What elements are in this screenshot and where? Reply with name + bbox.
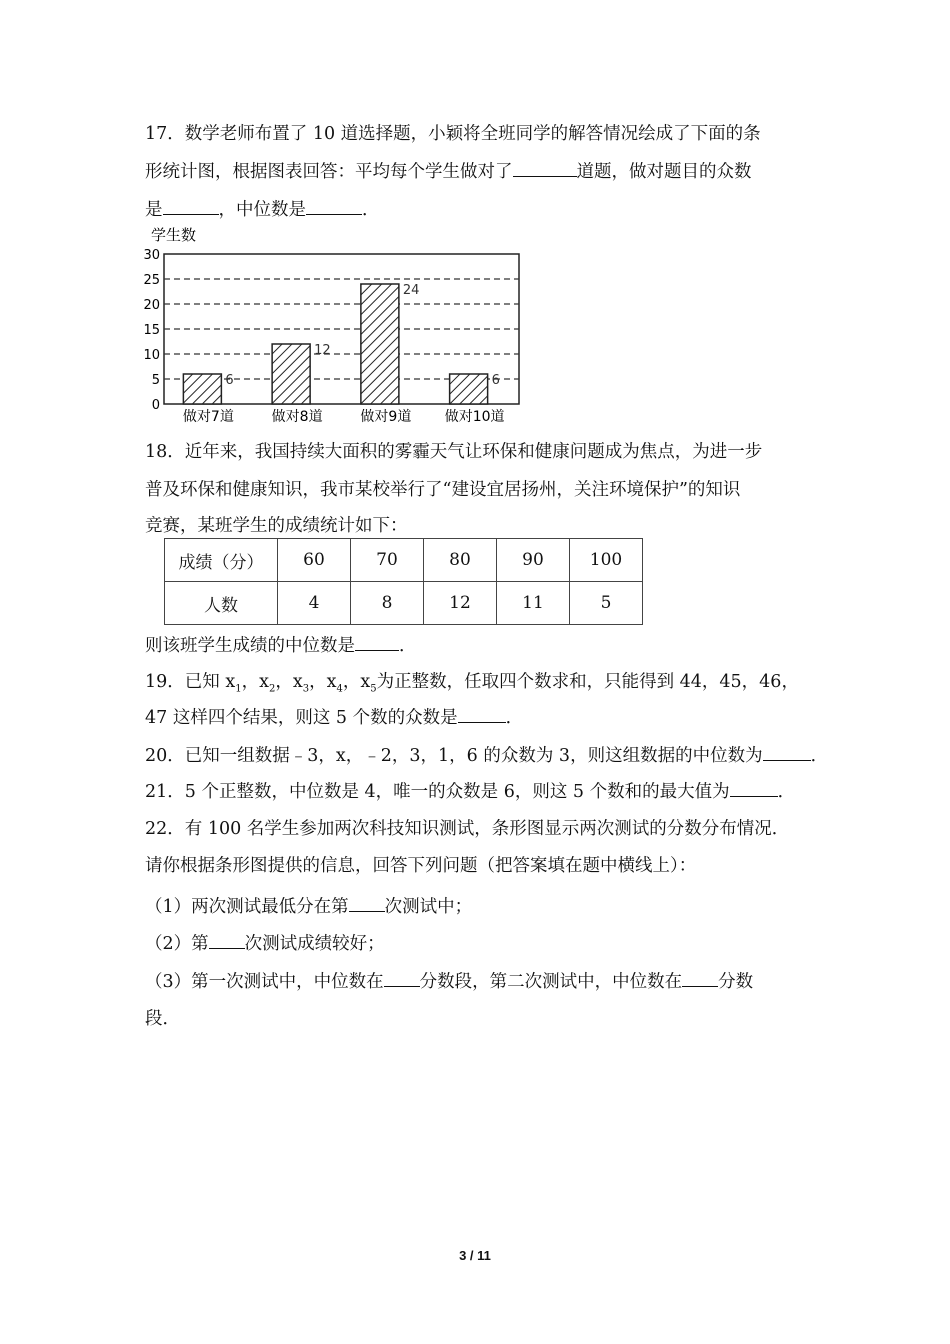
q22-line1: 22．有 100 名学生参加两次科技知识测试，条形图显示两次测试的分数分布情况． bbox=[145, 819, 790, 839]
y-tick-label: 20 bbox=[143, 298, 160, 313]
q18-line3: 竞赛，某班学生的成绩统计如下： bbox=[145, 516, 408, 536]
y-tick-label: 5 bbox=[151, 373, 160, 388]
q22-part3: （3）第一次测试中，中位数在 分数段，第二次测试中，中位数在 分数 bbox=[145, 968, 815, 996]
y-axis-label: 学生数 bbox=[151, 226, 197, 244]
table-cell: 8 bbox=[351, 582, 424, 625]
q18-line2: 普及环保和健康知识，我市某校举行了“建设宜居扬州，关注环境保护”的知识 bbox=[145, 480, 741, 500]
table-cell: 80 bbox=[424, 539, 497, 582]
q18-line1: 18．近年来，我国持续大面积的雾霾天气让环保和健康问题成为焦点，为进一步 bbox=[145, 442, 763, 462]
x-tick-label: 做对9道 bbox=[360, 409, 412, 425]
y-tick-label: 25 bbox=[143, 273, 160, 288]
y-tick-label: 10 bbox=[143, 348, 160, 363]
answer-blank[interactable] bbox=[355, 632, 399, 651]
data-label: 6 bbox=[225, 373, 234, 388]
q22-line2: 请你根据条形图提供的信息，回答下列问题（把答案填在题中横线上）： bbox=[145, 856, 697, 876]
q22-part3-cont: 段． bbox=[145, 1009, 180, 1029]
x-tick-label: 做对7道 bbox=[182, 409, 234, 425]
bar bbox=[272, 344, 310, 404]
bar-chart bbox=[143, 225, 528, 425]
page-number: 3 / 11 bbox=[459, 1248, 491, 1263]
table-cell: 60 bbox=[278, 539, 351, 582]
answer-blank[interactable] bbox=[730, 778, 778, 797]
answer-blank[interactable] bbox=[209, 930, 245, 949]
answer-blank[interactable] bbox=[763, 742, 811, 761]
table-cell: 70 bbox=[351, 539, 424, 582]
q20-line: 20．已知一组数据﹣3，x，﹣2，3，1，6 的众数为 3，则这组数据的中位数为 ． bbox=[145, 742, 815, 770]
q17-line3: 是 ，中位数是 ． bbox=[145, 196, 815, 224]
y-tick-label: 30 bbox=[143, 248, 160, 263]
table-row bbox=[165, 582, 643, 625]
table-cell: 90 bbox=[497, 539, 570, 582]
table-header-cell: 人数 bbox=[165, 582, 278, 625]
bar bbox=[361, 284, 399, 404]
table-cell: 11 bbox=[497, 582, 570, 625]
x-tick-label: 做对10道 bbox=[444, 409, 505, 425]
answer-blank[interactable] bbox=[163, 196, 219, 215]
y-tick-label: 0 bbox=[151, 398, 160, 413]
answer-blank[interactable] bbox=[513, 158, 577, 177]
data-label: 12 bbox=[314, 343, 331, 358]
answer-blank[interactable] bbox=[682, 968, 718, 987]
x-tick-label: 做对8道 bbox=[271, 409, 323, 425]
q19-line1: 19．已知 $x_1$，$x_2$，$x_3$，$x_4$，$x_5$为正整数，任取四个数求和，只能得到 44，45，46， bbox=[145, 672, 799, 695]
data-label: 24 bbox=[402, 283, 420, 298]
q17-line2: 形统计图，根据图表回答：平均每个学生做对了 道题，做对题目的众数 bbox=[145, 158, 815, 186]
table-row bbox=[165, 539, 643, 582]
q22-part2: （2）第 次测试成绩较好； bbox=[145, 930, 815, 958]
table-cell: 100 bbox=[570, 539, 643, 582]
table-header-cell: 成绩（分） bbox=[165, 539, 278, 582]
score-table bbox=[164, 538, 643, 625]
q21-line: 21．5 个正整数，中位数是 4，唯一的众数是 6，则这 5 个数和的最大值为 ． bbox=[145, 778, 815, 806]
answer-blank[interactable] bbox=[349, 893, 385, 912]
table-cell: 12 bbox=[424, 582, 497, 625]
bar bbox=[450, 374, 488, 404]
q18-after: 则该班学生成绩的中位数是 ． bbox=[145, 632, 815, 660]
answer-blank[interactable] bbox=[384, 968, 420, 987]
bar bbox=[183, 374, 221, 404]
q17-line1: 17．数学老师布置了 10 道选择题，小颖将全班同学的解答情况绘成了下面的条 bbox=[145, 124, 761, 144]
answer-blank[interactable] bbox=[458, 704, 506, 723]
q22-part1: （1）两次测试最低分在第 次测试中； bbox=[145, 893, 815, 921]
q19-line2: 47 这样四个结果，则这 5 个数的众数是 ． bbox=[145, 704, 815, 732]
y-tick-label: 15 bbox=[143, 323, 160, 338]
table-cell: 5 bbox=[570, 582, 643, 625]
table-cell: 4 bbox=[278, 582, 351, 625]
answer-blank[interactable] bbox=[306, 196, 362, 215]
data-label: 6 bbox=[491, 373, 500, 388]
